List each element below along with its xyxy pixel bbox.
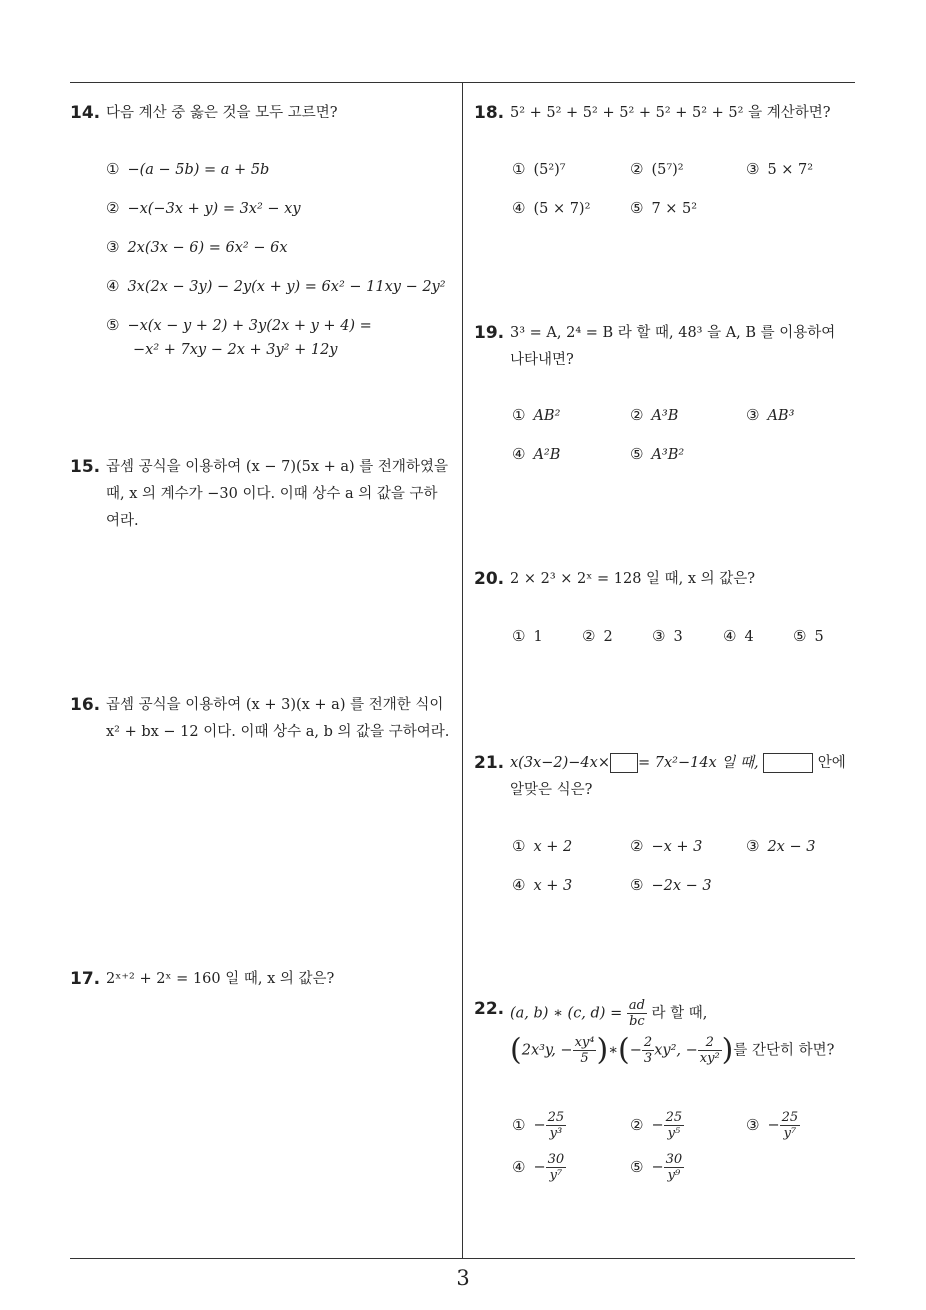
operation-definition: (a, b) ∗ (c, d) = $\frac{ad}{bc}$ 라 할 때, — [510, 998, 708, 1029]
option-1[interactable]: ① − $\frac{25}{\text{y³}}$ — [512, 1110, 565, 1141]
option-4[interactable]: ④ 4 — [723, 627, 754, 645]
question-stem: 2ˣ⁺² + 2ˣ = 160 일 때, x 의 값은? — [106, 971, 335, 987]
option-4[interactable]: ④ − $\frac{30}{\text{y⁷}}$ — [512, 1152, 565, 1183]
option-3[interactable]: ③ AB³ — [746, 406, 795, 424]
option-5-continued: −x² + 7xy − 2x + 3y² + 12y — [133, 342, 338, 358]
option-1[interactable]: ① −(a − 5b) = a + 5b — [106, 160, 270, 178]
question-stem-line: 때, x 의 계수가 −30 이다. 이때 상수 a 의 값을 구하 — [106, 486, 438, 502]
option-2[interactable]: ② −x + 3 — [630, 837, 703, 855]
question-19 — [474, 320, 859, 374]
question-stem-line: 여라. — [106, 513, 139, 529]
option-5[interactable]: ⑤ −x(x − y + 2) + 3y(2x + y + 4) = — [106, 316, 372, 334]
option-1[interactable]: ① 1 — [512, 627, 543, 645]
question-number: 15. — [70, 457, 101, 477]
fraction: $\frac{2}{\text{xy²}}$ — [699, 1035, 720, 1066]
question-number: 19. — [474, 323, 505, 343]
page-number: 3 — [456, 1266, 470, 1290]
question-17 — [70, 966, 460, 993]
question-stem: 다음 계산 중 옳은 것을 모두 고르면? — [106, 105, 338, 121]
bottom-rule — [70, 1258, 855, 1259]
question-stem-line: 3³ = A, 2⁴ = B 라 할 때, 48³ 을 A, B 를 이용하여 — [510, 325, 836, 341]
question-number: 20. — [474, 569, 505, 589]
question-stem-line: 곱셈 공식을 이용하여 (x − 7)(5x + a) 를 전개하였을 — [106, 459, 448, 475]
question-number: 16. — [70, 695, 101, 715]
fraction: $\frac{\text{xy⁴}}{5}$ — [574, 1035, 595, 1066]
fraction: $\frac{2}{3}$ — [643, 1035, 653, 1066]
option-3[interactable]: ③ 2x − 3 — [746, 837, 816, 855]
question-stem-line: 곱셈 공식을 이용하여 (x + 3)(x + a) 를 전개한 식이 — [106, 697, 444, 713]
question-stem: 2 × 2³ × 2ˣ = 128 일 때, x 의 값은? — [510, 571, 756, 587]
question-number: 18. — [474, 103, 505, 123]
question-20 — [474, 566, 859, 593]
question-stem-line: 나타내면? — [510, 352, 574, 368]
option-2[interactable]: ② − $\frac{25}{\text{y⁵}}$ — [630, 1110, 683, 1141]
question-21 — [474, 750, 864, 804]
option-5[interactable]: ⑤ 5 — [793, 627, 824, 645]
question-stem-line: x(3x−2)−4x× = 7x²−14x 일 때, 안에 — [510, 755, 846, 771]
question-stem-line: 알맞은 식은? — [510, 782, 593, 798]
option-3[interactable]: ③ 2x(3x − 6) = 6x² − 6x — [106, 238, 288, 256]
option-4[interactable]: ④ A²B — [512, 445, 561, 463]
option-3[interactable]: ③ 5 × 7² — [746, 160, 814, 178]
option-2[interactable]: ② (5⁷)² — [630, 160, 684, 178]
question-14 — [70, 100, 460, 127]
question-22 — [474, 996, 864, 1066]
option-2[interactable]: ② A³B — [630, 406, 679, 424]
question-number: 14. — [70, 103, 101, 123]
option-3[interactable]: ③ 3 — [652, 627, 683, 645]
fraction: $\frac{ad}{bc}$ — [628, 998, 645, 1029]
option-1[interactable]: ① x + 2 — [512, 837, 573, 855]
option-2[interactable]: ② 2 — [582, 627, 613, 645]
question-15 — [70, 454, 460, 535]
question-number: 17. — [70, 969, 101, 989]
option-4[interactable]: ④ x + 3 — [512, 876, 573, 894]
question-stem-line: x² + bx − 12 이다. 이때 상수 a, b 의 값을 구하여라. — [106, 724, 450, 740]
expression: (2x³y, − $\frac{\text{xy⁴}}{5}$ )∗(− $\frac{2}{3}$ xy², − $\frac{2}{\text{xy²}}$ )를 간단히 하면? — [510, 1032, 835, 1068]
column-divider — [462, 82, 463, 1258]
option-4[interactable]: ④ (5 × 7)² — [512, 199, 591, 217]
option-5[interactable]: ⑤ − $\frac{30}{\text{y⁹}}$ — [630, 1152, 683, 1183]
option-4[interactable]: ④ 3x(2x − 3y) − 2y(x + y) = 6x² − 11xy − 2y² — [106, 277, 446, 295]
option-2[interactable]: ② −x(−3x + y) = 3x² − xy — [106, 199, 301, 217]
question-number: 22. — [474, 999, 505, 1019]
option-1[interactable]: ① (5²)⁷ — [512, 160, 566, 178]
option-5[interactable]: ⑤ 7 × 5² — [630, 199, 698, 217]
option-5[interactable]: ⑤ −2x − 3 — [630, 876, 712, 894]
question-16 — [70, 692, 460, 746]
option-5[interactable]: ⑤ A³B² — [630, 445, 685, 463]
blank-box — [763, 753, 813, 773]
option-3[interactable]: ③ − $\frac{25}{\text{y⁷}}$ — [746, 1110, 799, 1141]
option-1[interactable]: ① AB² — [512, 406, 561, 424]
question-number: 21. — [474, 753, 505, 773]
question-18 — [474, 100, 859, 127]
question-stem: 5² + 5² + 5² + 5² + 5² + 5² + 5² 을 계산하면? — [510, 105, 831, 121]
blank-box — [610, 753, 638, 773]
